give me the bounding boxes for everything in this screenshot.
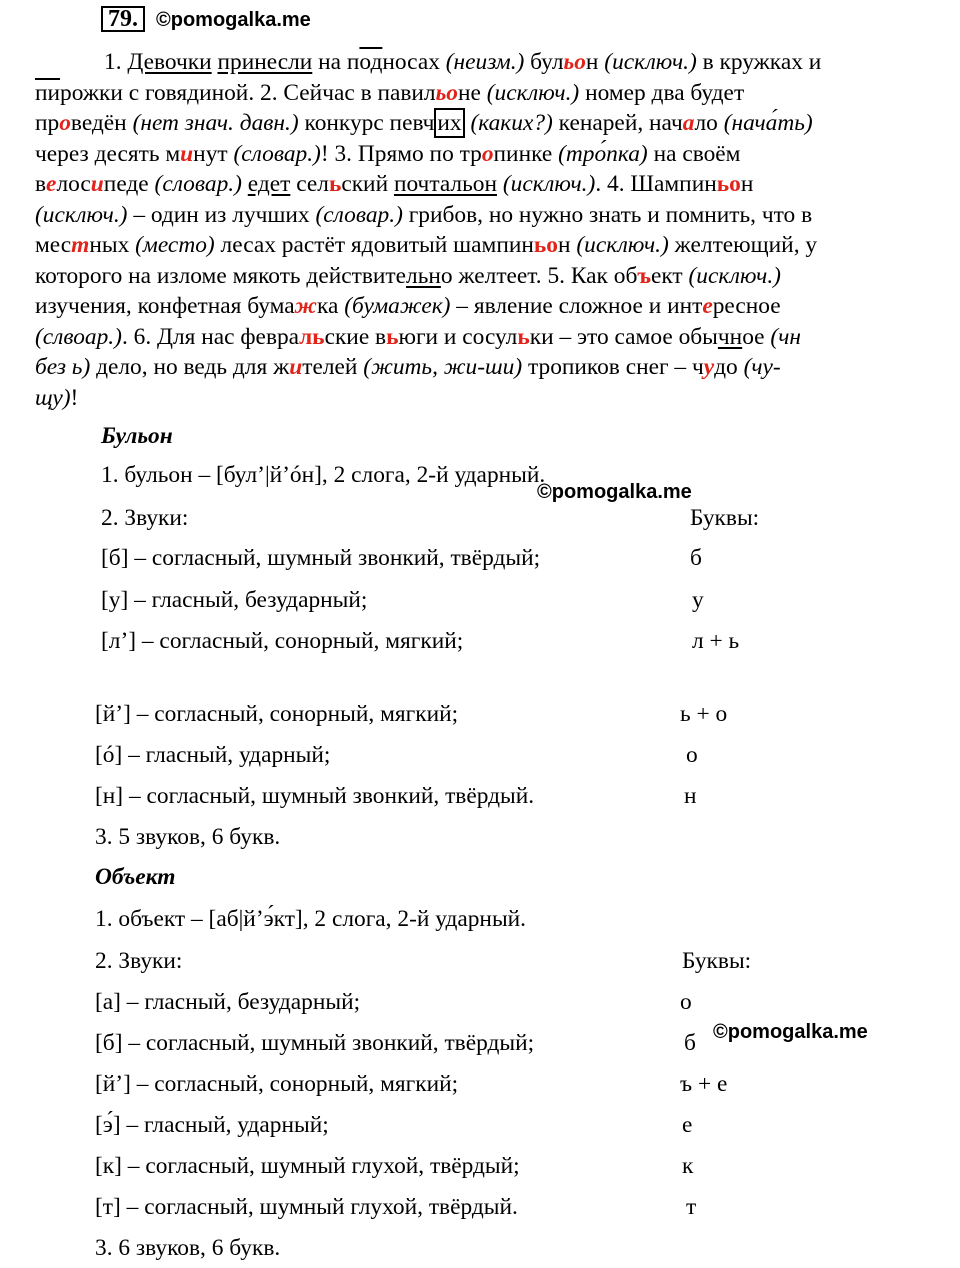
obyekt-summary: 3. 6 звуков, 6 букв. [95, 1235, 281, 1261]
highlighted-letter: ьо [716, 171, 741, 197]
text-run: ский [341, 171, 394, 197]
text-run: на своём [647, 140, 741, 167]
highlighted-letter: ь [386, 323, 399, 350]
text-run: ект [650, 262, 689, 289]
text-run: н [740, 171, 754, 197]
text-run: сел [290, 171, 329, 197]
text-run: ! 3. Прямо по тр [320, 140, 482, 167]
grammar-note: (слвоар.) [35, 323, 122, 350]
highlighted-letter: ль [299, 323, 325, 350]
text-run: пр [35, 110, 60, 136]
grammar-note: (исключ.) [502, 171, 596, 197]
grammar-note: (словар.) [233, 140, 321, 167]
text-run: н [585, 49, 605, 75]
text-run: изучения, конфетная бума [35, 293, 295, 319]
text-run: грибов, но нужно знать и помнить, что в [402, 201, 813, 228]
marked-morpheme: пи [35, 79, 61, 106]
highlighted-letter: и [180, 140, 194, 167]
bulyon-sound-row: [у] – гласный, безударный; [101, 587, 368, 613]
paragraph-line [35, 47, 915, 78]
text-run: – один из лучших [127, 201, 316, 228]
underlined-word: едет [247, 171, 291, 197]
highlighted-letter: ьо [533, 232, 558, 258]
text-run: лос [56, 171, 91, 197]
obyekt-sound-row: [т] – согласный, шумный глухой, твёрдый. [95, 1194, 518, 1220]
grammar-note: (чу- [743, 354, 781, 380]
bulyon-summary: 3. 5 звуков, 6 букв. [95, 824, 281, 850]
bulyon-heading: Бульон [101, 423, 173, 449]
obyekt-letter-cell: ъ + е [680, 1071, 728, 1097]
highlighted-letter: ь [328, 171, 342, 197]
paragraph-line [35, 78, 915, 109]
grammar-note: (исключ.) [604, 49, 697, 75]
grammar-note: (исключ.) [35, 201, 128, 228]
bulyon-sound-row: [й’] – согласный, сонорный, мягкий; [95, 701, 459, 727]
highlighted-letter: т [71, 232, 90, 258]
text-run: мес [35, 232, 72, 258]
underlined-word: принесли [217, 49, 313, 75]
highlighted-letter: ьо [435, 79, 458, 106]
obyekt-letter-cell: е [682, 1112, 693, 1138]
grammar-note: (нача́ть) [723, 110, 813, 136]
highlighted-letter: у [703, 354, 715, 380]
obyekt-sound-row: [й’] – согласный, сонорный, мягкий; [95, 1071, 459, 1097]
obyekt-letter-cell: б [684, 1030, 696, 1056]
watermark-bottom: ©pomogalka.me [713, 1021, 868, 1043]
text-run: ое [742, 323, 771, 350]
bulyon-sounds-label: 2. Звуки: [101, 505, 189, 531]
text-run: в кружках и [696, 49, 822, 75]
obyekt-sound-row: [б] – согласный, шумный звонкий, твёрдый; [95, 1030, 535, 1056]
bulyon-letter-cell: ь + о [680, 701, 728, 727]
text-run: . 4. Шампин [595, 171, 717, 197]
highlighted-letter: ж [294, 293, 317, 319]
bulyon-sound-row: [б] – согласный, шумный звонкий, твёрдый; [101, 545, 541, 571]
watermark-middle: ©pomogalka.me [537, 481, 692, 503]
text-run: тропиков снег – ч [522, 354, 704, 380]
obyekt-sounds-label: 2. Звуки: [95, 948, 183, 974]
bulyon-letter-cell: у [692, 587, 704, 613]
bulyon-letter-cell: б [690, 545, 702, 571]
highlighted-letter: ьо [563, 49, 586, 75]
highlighted-letter: е [702, 293, 713, 319]
text-run: дело, но ведь для ж [90, 354, 290, 380]
text-run: через десять м [35, 140, 181, 167]
bulyon-letters-label: Буквы: [690, 505, 760, 531]
grammar-note: (словар.) [315, 201, 403, 228]
paragraph-line [35, 139, 915, 170]
grammar-note: (каких?) [470, 110, 553, 136]
text-run: . 6. Для нас февра [121, 323, 300, 350]
text-run: пинке [493, 140, 559, 167]
bulyon-sound-row: [н] – согласный, шумный звонкий, твёрдый. [95, 783, 535, 809]
text-run: – явление сложное и инт [450, 293, 703, 319]
obyekt-sound-row: [а] – гласный, безударный; [95, 989, 361, 1015]
paragraph-line [35, 169, 915, 200]
grammar-note: (словар.) [154, 171, 242, 197]
highlighted-letter: о [59, 110, 71, 136]
grammar-note: (чн [770, 323, 801, 350]
grammar-note: (место) [135, 232, 215, 258]
highlighted-letter: ь [517, 323, 530, 350]
text-run: кенарей, нач [552, 110, 683, 136]
grammar-note: (исключ.) [576, 232, 669, 258]
marked-morpheme: од [359, 49, 383, 75]
grammar-note: (нет знач. давн.) [132, 110, 299, 136]
paragraph-line [35, 322, 915, 353]
text-run: лесах растёт ядовитый шампин [214, 232, 534, 258]
text-run: ло [694, 110, 724, 136]
obyekt-line-1: 1. объект – [аб|й’э́кт], 2 слога, 2-й ударный. [95, 906, 527, 932]
underlined-word: почтальон [393, 171, 497, 197]
boxed-ending: их [434, 108, 464, 138]
highlighted-letter: а [682, 110, 695, 136]
text-run: ки – это самое обы [529, 323, 718, 350]
paragraph-line [35, 352, 915, 383]
paragraph-line [35, 200, 915, 231]
text-run: ведён [70, 110, 133, 136]
grammar-note: без ь) [35, 354, 91, 380]
bulyon-letter-cell: л + ь [692, 628, 740, 654]
highlighted-letter: и [90, 171, 104, 197]
highlighted-letter: и [289, 354, 303, 380]
underlined-word: чн [717, 323, 743, 350]
paragraph-line [35, 108, 915, 139]
obyekt-sound-row: [к] – согласный, шумный глухой, твёрдый; [95, 1153, 520, 1179]
obyekt-letter-cell: к [682, 1153, 694, 1179]
underlined-word: льн [406, 262, 441, 289]
obyekt-letter-cell: о [680, 989, 692, 1015]
grammar-note: щу) [35, 384, 71, 411]
text-run: ские в [324, 323, 387, 350]
obyekt-sound-row: [э́] – гласный, ударный; [95, 1112, 329, 1138]
text-run: желтеющий, у [668, 232, 818, 258]
grammar-note: (бумажек) [344, 293, 451, 319]
bulyon-sound-row: [л’] – согласный, сонорный, мягкий; [101, 628, 464, 654]
text-run: ресное [712, 293, 781, 319]
obyekt-letter-cell: т [686, 1194, 697, 1220]
text-run: в [35, 171, 47, 197]
paragraph-line [35, 383, 915, 414]
text-run: конкурс певч [298, 110, 435, 136]
text-run: на п [312, 49, 360, 75]
text-run: номер два будет [579, 79, 745, 106]
text-run: телей [302, 354, 364, 380]
text-run: носах [382, 49, 446, 75]
exercise-number: 79. [101, 6, 145, 32]
bulyon-letter-cell: н [684, 783, 697, 809]
paragraph-line [35, 291, 915, 322]
text-run: которого на изломе мякоть действите [35, 262, 407, 289]
text-run: нут [193, 140, 234, 167]
grammar-note: (исключ.) [486, 79, 580, 106]
bulyon-line-1: 1. бульон – [бул’|й’óн], 2 слога, 2-й ударный. [101, 462, 546, 488]
grammar-note: (исключ.) [688, 262, 781, 289]
text-run: ! [70, 384, 79, 411]
text-run: педе [103, 171, 155, 197]
grammar-note: (тро́пка) [558, 140, 648, 167]
obyekt-letters-label: Буквы: [682, 948, 752, 974]
text-run: о желтеет. 5. Как об [440, 262, 638, 289]
highlighted-letter: ъ [637, 262, 651, 289]
obyekt-heading: Объект [95, 864, 176, 890]
paragraph-line [35, 261, 915, 292]
highlighted-letter: е [46, 171, 57, 197]
text-run: юги и сосул [398, 323, 518, 350]
watermark: ©pomogalka.me [156, 9, 311, 31]
grammar-note: (неизм.) [445, 49, 525, 75]
text-run: н [557, 232, 577, 258]
text-run: ных [89, 232, 136, 258]
text-run: бул [524, 49, 564, 75]
text-run: не [458, 79, 487, 106]
bulyon-letter-cell: о [686, 742, 698, 768]
text-run: ка [316, 293, 345, 319]
bulyon-sound-row: [ó] – гласный, ударный; [95, 742, 331, 768]
text-run: рожки с говядиной. 2. Сейчас в павил [60, 79, 436, 106]
highlighted-letter: о [481, 140, 494, 167]
text-run: до [714, 354, 744, 380]
exercise-paragraph [35, 47, 915, 413]
paragraph-line [35, 230, 915, 261]
grammar-note: (жить, жи-ши) [363, 354, 523, 380]
text-run: 1. [104, 49, 128, 75]
underlined-word: Девочки [127, 49, 212, 75]
